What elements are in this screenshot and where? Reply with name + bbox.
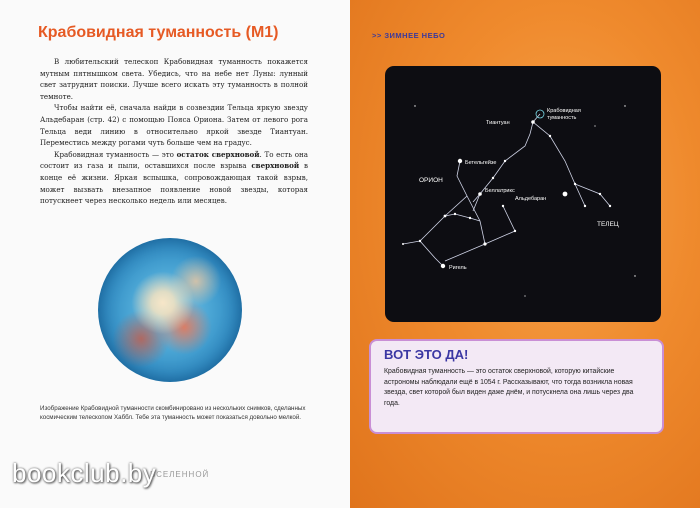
orion-line-4 xyxy=(403,241,420,244)
label-aldebaran: Альдебаран xyxy=(515,196,547,202)
star xyxy=(624,105,625,106)
star xyxy=(634,275,635,276)
label-crab-nebula-1: Крабовидная xyxy=(547,108,581,114)
term-supernova-remnant: остаток сверхновой xyxy=(176,149,260,159)
fun-fact-box xyxy=(369,339,664,434)
article-body xyxy=(40,56,308,207)
taurus-line-2 xyxy=(533,122,585,206)
star xyxy=(504,160,506,162)
star-aldebaran xyxy=(563,192,568,197)
star xyxy=(574,183,576,185)
star xyxy=(402,243,404,245)
crab-nebula-image xyxy=(98,238,242,382)
star xyxy=(599,193,601,195)
star xyxy=(584,205,586,207)
label-crab-nebula-2: туманность xyxy=(547,115,577,121)
orion-line-2 xyxy=(445,196,485,261)
label-taurus: ТЕЛЕЦ xyxy=(597,221,619,228)
star xyxy=(594,125,595,126)
orion-line-3 xyxy=(485,206,515,244)
star-bellatrix xyxy=(478,192,482,196)
label-orion: ОРИОН xyxy=(419,177,443,184)
star-betelgeuse xyxy=(458,159,462,163)
star-tiantuan xyxy=(531,120,535,124)
star-chart xyxy=(385,66,661,322)
star xyxy=(419,240,421,242)
star xyxy=(514,230,516,232)
page-title: Крабовидная туманность (М1) xyxy=(38,24,279,41)
label-rigel: Ригель xyxy=(449,265,467,271)
paragraph-1: В любительский телескоп Крабовидная туманность покажется мутным пятнышком света. Убедись, что на небе нет Луны: лунный свет затруднит поиски. Лучше всего искать эту туманность в полной темноте. xyxy=(40,57,308,101)
star xyxy=(414,105,415,106)
fun-fact-text: Крабовидная туманность — это остаток сверхновой, которую китайские астрономы наблюдали ещё в 1054 г. Рассказывают, что тогда возникла новая звезда, свет которой был виден даже днём, и потускнела она лишь через два года. xyxy=(384,368,634,407)
star-chart-svg xyxy=(385,66,661,322)
page-footer: ВСЕЛЕННОЙ xyxy=(150,470,210,479)
orion-belt xyxy=(445,214,480,221)
star xyxy=(483,242,486,245)
fun-fact-title: ВОТ ЭТО ДА! xyxy=(384,347,469,362)
star xyxy=(502,205,504,207)
star xyxy=(469,217,471,219)
star xyxy=(492,177,494,179)
image-caption: Изображение Крабовидной туманности скомбинировано из нескольких снимков, сделанных космическим телескопом Хаббл. Тебе эта туманность может показаться довольно мелкой. xyxy=(40,405,306,421)
star xyxy=(524,295,525,296)
section-label: >> ЗИМНЕЕ НЕБО xyxy=(372,31,446,40)
paragraph-3-mid: . То есть она состоит из газа и пыли, оставшихся после взрыва xyxy=(40,149,308,171)
paragraph-3-end: в конце её жизни. Яркая вспышка, сопровождающая такой взрыв, может вызвать внезапное появление новой звезды, которая потускнеет через несколько недель или месяцев. xyxy=(40,161,309,206)
paragraph-3 xyxy=(40,149,308,207)
star xyxy=(549,135,551,137)
paragraph-3-start: Крабовидная туманность — это xyxy=(54,149,177,159)
label-bellatrix: Беллатрикс xyxy=(485,188,515,194)
watermark-logo: bookclub.by xyxy=(12,458,157,488)
term-supernova: сверхновой xyxy=(251,161,300,171)
star xyxy=(454,213,456,215)
star xyxy=(444,215,447,218)
star xyxy=(609,205,611,207)
star-rigel xyxy=(441,264,445,268)
label-tiantuan: Тиантуан xyxy=(486,120,510,126)
label-betelgeuse: Бетельгейзе xyxy=(465,160,497,166)
paragraph-2: Чтобы найти её, сначала найди в созвездии Тельца яркую звезду Альдебаран (стр. 42) с помощью Пояса Ориона. Затем от левого рога Тельца веди линию в относительно яркой звезде Тиантуан. Переместись между рогами чуть больше чем на градус. xyxy=(40,103,308,148)
